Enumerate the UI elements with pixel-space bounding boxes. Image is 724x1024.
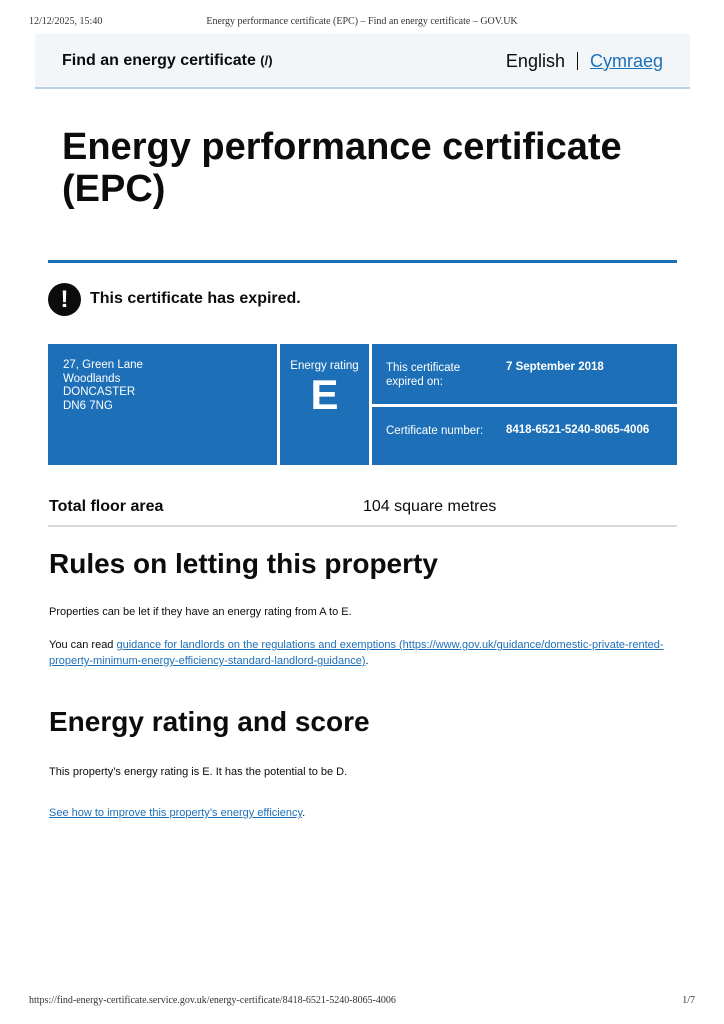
floor-area-label: Total floor area	[49, 498, 164, 515]
print-url: https://find-energy-certificate.service.gov.uk/energy-certificate/8418-6521-5240-8065-4006	[29, 995, 396, 1006]
improve-suffix: .	[302, 807, 306, 819]
certificate-number-cell	[372, 407, 677, 465]
address-postcode: DN6 7NG	[63, 399, 113, 412]
floor-area-value: 104 square metres	[363, 498, 497, 515]
landlord-guidance-link[interactable]: guidance for landlords on the regulations and exemptions (https://www.gov.uk/guidance/domestic-private-rented-property-minimum-energy-efficiency-standard-landlord-guidance)	[49, 639, 664, 667]
service-name-link[interactable]	[62, 52, 273, 70]
certificate-number: 8418-6521-5240-8065-4006	[506, 424, 650, 436]
property-address	[48, 344, 277, 465]
guidance-suffix: .	[365, 655, 369, 667]
warning-icon: !	[48, 283, 81, 316]
energy-rating-label: Energy rating	[290, 360, 359, 372]
certificate-summary	[48, 344, 677, 465]
expiry-cell	[372, 344, 677, 404]
address-line: DONCASTER	[63, 386, 136, 398]
warning-text: This certificate has expired.	[90, 290, 301, 307]
print-page-title: Energy performance certificate (EPC) – Find an energy certificate – GOV.UK	[206, 16, 518, 27]
language-cymraeg-link[interactable]: Cymraeg	[589, 51, 663, 71]
expiry-label: This certificate expired on:	[386, 362, 461, 388]
site-header	[35, 34, 690, 89]
guidance-prefix: You can read	[49, 639, 117, 651]
page-title: Energy performance certificate (EPC)	[62, 126, 622, 210]
service-link-url: (/)	[260, 53, 273, 68]
section-divider	[48, 260, 677, 263]
language-english: English	[505, 51, 565, 71]
expiry-date: 7 September 2018	[506, 361, 604, 373]
improve-paragraph	[49, 805, 669, 821]
rules-heading: Rules on letting this property	[49, 548, 438, 579]
rules-paragraph: Properties can be let if they have an energy rating from A to E.	[49, 606, 352, 618]
floor-area-row	[48, 490, 677, 527]
language-divider	[577, 52, 578, 70]
print-page-number: 1/7	[682, 995, 695, 1006]
certificate-number-label: Certificate number:	[386, 425, 484, 437]
energy-rating-cell	[280, 344, 369, 465]
address-line: 27, Green Lane	[63, 359, 143, 371]
energy-score-paragraph: This property’s energy rating is E. It has the potential to be D.	[49, 766, 348, 778]
improve-efficiency-link[interactable]: See how to improve this property’s energy efficiency	[49, 807, 303, 819]
landlord-guidance-paragraph	[49, 637, 669, 669]
print-datetime: 12/12/2025, 15:40	[29, 16, 103, 27]
energy-score-heading: Energy rating and score	[49, 706, 370, 737]
energy-rating-letter: E	[310, 371, 339, 418]
language-switcher	[506, 51, 663, 72]
address-line: Woodlands	[63, 372, 121, 385]
service-name: Find an energy certificate	[62, 52, 256, 69]
